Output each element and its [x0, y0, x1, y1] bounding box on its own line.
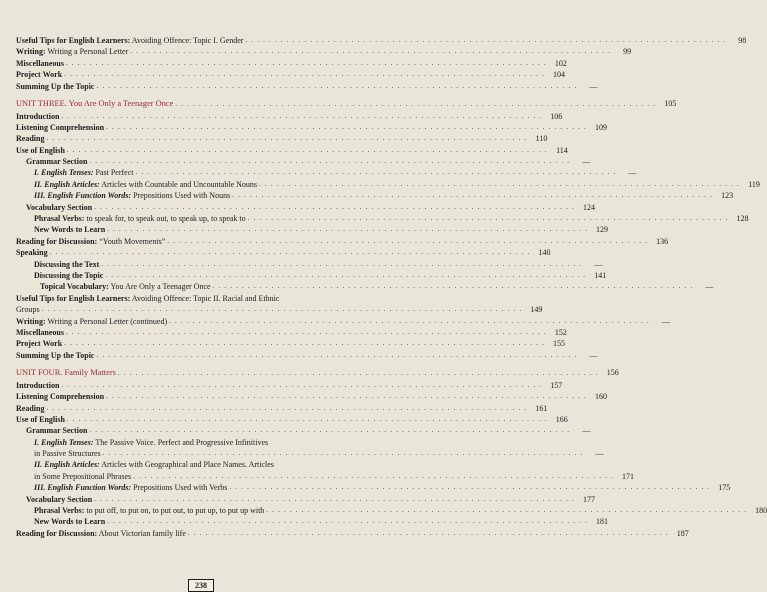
leader-dots: . . . . . . . . . . . . . . . . . . . . . . . . . . . . . . . . . . . . . . . . . . . . . . . . . . . . . . . . . . . . . . . . . . . . . . . . . . . . . . . . . .	[175, 99, 657, 108]
toc-entry-label	[34, 448, 101, 459]
toc-entry	[16, 259, 603, 270]
toc-entry-text: Miscellaneous	[16, 58, 64, 68]
leader-dots: . . . . . . . . . . . . . . . . . . . . . . . . . . . . . . . . . . . . . . . . . . . . . . . . . . . . . . . . . . . . . . . . . . . . . . . . . . . . . . . . . .	[169, 316, 650, 325]
leader-dots: . . . . . . . . . . . . . . . . . . . . . . . . . . . . . . . . . . . . . . . . . . . . . . . . . . . . . . . . . . . . . . . . . . . . . . . . . . . . . . . . . .	[46, 134, 528, 143]
toc-entry-label	[34, 516, 105, 527]
toc-entry-label	[34, 213, 246, 224]
toc-entry	[16, 293, 398, 304]
toc-entry-text: Groups	[16, 305, 40, 315]
toc-page-number: 180	[755, 506, 767, 516]
toc-entry	[16, 403, 548, 414]
leader-dots: . . . . . . . . . . . . . . . . . . . . . . . . . . . . . . . . . . . . . . . . . . . . . . . . . . . . . . . . . . . . . . . . . . . . . . . . . . . . . . . . . .	[135, 168, 617, 177]
toc-entry-text: Use of English	[16, 145, 65, 155]
toc-entry-label	[16, 403, 44, 414]
toc-entry-text: Useful Tips for English Learners:	[16, 293, 131, 303]
toc-entry	[16, 168, 637, 179]
leader-dots: . . . . . . . . . . . . . . . . . . . . . . . . . . . . . . . . . . . . . . . . . . . . . . . . . . . . . . . . . . . . . . . . . . . . . . . . . . . . . . . . . .	[107, 225, 589, 234]
toc-entry-text: II. English Articles:	[34, 460, 100, 470]
leader-dots: . . . . . . . . . . . . . . . . . . . . . . . . . . . . . . . . . . . . . . . . . . . . . . . . . . . . . . . . . . . . . . . . . . . . . . . . . . . . . . . . . .	[101, 259, 583, 268]
toc-entry-text: Phrasal Verbs:	[34, 214, 85, 224]
toc-entry	[16, 505, 767, 516]
toc-entry	[16, 145, 568, 156]
toc-entry-text: in Some Prepositional Phrases	[34, 471, 132, 481]
toc-page-number: 105	[664, 98, 677, 108]
toc-page-number: 106	[550, 111, 563, 121]
toc-entry-text: The Passive Voice. Perfect and Progressive Infinitives	[93, 437, 269, 447]
toc-page-number: 161	[535, 403, 548, 413]
leader-dots: . . . . . . . . . . . . . . . . . . . . . . . . . . . . . . . . . . . . . . . . . . . . . . . . . . . . . . . . . . . . . . . . . . . . . . . . . . . . . . . . . .	[66, 145, 548, 154]
leader-dots: . . . . . . . . . . . . . . . . . . . . . . . . . . . . . . . . . . . . . . . . . . . . . . . . . . . . . . . . . . . . . . . . . . . . . . . . . . . . . . . . . .	[130, 47, 612, 56]
toc-entry-label	[16, 98, 173, 111]
toc-entry	[16, 81, 598, 92]
toc-page-number: 141	[594, 271, 607, 280]
toc-entry	[16, 437, 398, 448]
toc-entry-text: Writing:	[16, 47, 46, 57]
toc-entry-text: Avoiding Offence: Topic I. Gender	[130, 35, 244, 45]
toc-entry-text: Avoiding Offence: Topic II. Racial and Ethnic	[130, 293, 280, 303]
toc-entry-label	[16, 327, 64, 338]
page-number: 238	[188, 579, 214, 592]
toc-entry-label	[34, 190, 230, 201]
toc-entry-label	[34, 437, 268, 448]
toc-entry-text: Writing:	[16, 316, 46, 326]
toc-page-number: 149	[530, 305, 543, 315]
toc-page-number: 160	[594, 392, 607, 402]
leader-dots: . . . . . . . . . . . . . . . . . . . . . . . . . . . . . . . . . . . . . . . . . . . . . . . . . . . . . . . . . . . . . . . . . . . . . . . . . . . . . . . . . .	[107, 517, 589, 526]
toc-entry-label	[34, 224, 105, 235]
toc-entry-text: III. English Function Words:	[34, 191, 132, 201]
leader-dots: . . . . . . . . . . . . . . . . . . . . . . . . . . . . . . . . . . . . . . . . . . . . . . . . . . . . . . . . . . . . . . . . . . . . . . . . . . . . . . . . . .	[105, 271, 587, 279]
toc-entry	[16, 516, 609, 527]
toc-entry-label	[34, 179, 257, 190]
toc-entry-text: Useful Tips for English Learners:	[16, 35, 131, 45]
leader-dots: . . . . . . . . . . . . . . . . . . . . . . . . . . . . . . . . . . . . . . . . . . . . . . . . . . . . . . . . . . . . . . . . . . . . . . . . . . . . . . . . . .	[94, 494, 576, 503]
leader-dots: . . . . . . . . . . . . . . . . . . . . . . . . . . . . . . . . . . . . . . . . . . . . . . . . . . . . . . . . . . . . . . . . . . . . . . . . . . . . . . . . . .	[41, 305, 523, 314]
toc-page-number: —	[582, 426, 591, 436]
toc-page-number: 157	[550, 380, 563, 390]
toc-entry-text: Reading	[16, 403, 45, 413]
leader-dots: . . . . . . . . . . . . . . . . . . . . . . . . . . . . . . . . . . . . . . . . . . . . . . . . . . . . . . . . . . . . . . . . . . . . . . . . . . . . . . . . . .	[89, 426, 571, 435]
toc-entry	[16, 528, 689, 539]
toc-entry-text: UNIT THREE. You Are Only a Teenager Once	[16, 98, 174, 108]
toc-entry-text: “Youth Movements”	[97, 236, 166, 246]
toc-entry-label	[16, 367, 116, 380]
toc-page-number: 123	[721, 191, 734, 201]
toc-page-number: 104	[553, 70, 565, 80]
toc-entry-text: You Are Only a Teenager Once	[108, 282, 211, 292]
toc-entry-text: Grammar Section	[26, 426, 88, 436]
toc-entry	[16, 338, 565, 349]
toc-entry-label	[16, 528, 186, 539]
toc-entry	[16, 304, 543, 315]
toc-entry-text: Reading	[16, 134, 45, 144]
toc-page-number: 156	[606, 368, 619, 378]
leader-dots: . . . . . . . . . . . . . . . . . . . . . . . . . . . . . . . . . . . . . . . . . . . . . . . . . . . . . . . . . . . . . . . . . . . . . . . . . . . . . . . . . .	[96, 350, 578, 359]
toc-entry	[16, 35, 747, 46]
toc-entry-label	[26, 425, 87, 436]
leader-dots: . . . . . . . . . . . . . . . . . . . . . . . . . . . . . . . . . . . . . . . . . . . . . . . . . . . . . . . . . . . . . . . . . . . . . . . . . . . . . . . . . .	[266, 506, 748, 515]
toc-entry-text: Vocabulary Section	[26, 202, 93, 212]
leader-dots: . . . . . . . . . . . . . . . . . . . . . . . . . . . . . . . . . . . . . . . . . . . . . . . . . . . . . . . . . . . . . . . . . . . . . . . . . . . . . . . . . .	[49, 248, 531, 257]
toc-entry-label	[16, 236, 165, 247]
toc-entry-label	[16, 35, 243, 46]
toc-page-number: 187	[676, 528, 689, 538]
toc-page-number: 99	[623, 47, 632, 57]
leader-dots: . . . . . . . . . . . . . . . . . . . . . . . . . . . . . . . . . . . . . . . . . . . . . . . . . . . . . . . . . . . . . . . . . . . . . . . . . . . . . . . . . .	[66, 414, 548, 423]
toc-entry-label	[16, 338, 62, 349]
toc-entry-label	[34, 471, 131, 482]
toc-entry-text: Grammar Section	[26, 157, 88, 167]
toc-entry-text: Listening Comprehension	[16, 122, 105, 132]
toc-entry-text: Summing Up the Topic	[16, 350, 95, 360]
toc-entry	[16, 69, 565, 80]
toc-entry	[16, 122, 607, 133]
toc-entry	[16, 46, 632, 57]
leader-dots: . . . . . . . . . . . . . . . . . . . . . . . . . . . . . . . . . . . . . . . . . . . . . . . . . . . . . . . . . . . . . . . . . . . . . . . . . . . . . . . . . .	[61, 111, 543, 120]
toc-entry-label	[16, 145, 65, 156]
unit-heading-row	[16, 367, 619, 380]
leader-dots: . . . . . . . . . . . . . . . . . . . . . . . . . . . . . . . . . . . . . . . . . . . . . . . . . . . . . . . . . . . . . . . . . . . . . . . . . . . . . . . . . .	[64, 339, 545, 348]
toc-entry-label	[16, 133, 44, 144]
toc-entry-label	[16, 414, 65, 425]
toc-entry	[16, 425, 591, 436]
toc-entry-text: III. English Function Words:	[34, 483, 132, 493]
toc-page-number: 98	[738, 35, 747, 45]
toc-page-number: 128	[736, 214, 749, 224]
toc-entry-label	[16, 247, 48, 258]
leader-dots: . . . . . . . . . . . . . . . . . . . . . . . . . . . . . . . . . . . . . . . . . . . . . . . . . . . . . . . . . . . . . . . . . . . . . . . . . . . . . . . . . .	[102, 449, 584, 458]
toc-page-number: —	[582, 157, 591, 167]
leader-dots: . . . . . . . . . . . . . . . . . . . . . . . . . . . . . . . . . . . . . . . . . . . . . . . . . . . . . . . . . . . . . . . . . . . . . . . . . . . . . . . . . .	[259, 179, 740, 188]
toc-entry-text: Speaking	[16, 248, 48, 258]
toc-entry	[16, 281, 714, 292]
toc-entry	[16, 236, 669, 247]
leader-dots: . . . . . . . . . . . . . . . . . . . . . . . . . . . . . . . . . . . . . . . . . . . . . . . . . . . . . . . . . . . . . . . . . . . . . . . . . . . . . . . . . .	[229, 483, 711, 492]
toc-entry	[16, 58, 567, 69]
toc-entry-text: Introduction	[16, 380, 60, 390]
toc-entry-label	[16, 58, 64, 69]
leader-dots: . . . . . . . . . . . . . . . . . . . . . . . . . . . . . . . . . . . . . . . . . . . . . . . . . . . . . . . . . . . . . . . . . . . . . . . . . . . . . . . . . .	[167, 236, 649, 245]
toc-entry-text: Reading for Discussion:	[16, 236, 98, 246]
toc-entry-text: Past Perfect	[93, 168, 134, 178]
toc-page-number: 175	[718, 483, 731, 493]
toc-page-number: 119	[748, 179, 760, 189]
toc-entry	[16, 270, 607, 281]
toc-entry-text: About Victorian family life	[97, 528, 186, 538]
toc-entry-label	[16, 81, 94, 92]
toc-entry-label	[16, 380, 59, 391]
toc-entry	[16, 247, 551, 258]
toc-entry-label	[26, 494, 92, 505]
leader-dots: . . . . . . . . . . . . . . . . . . . . . . . . . . . . . . . . . . . . . . . . . . . . . . . . . . . . . . . . . . . . . . . . . . . . . . . . . . . . . . . . . .	[117, 369, 599, 378]
toc-entry-label	[34, 259, 99, 270]
toc-page-number: 109	[594, 122, 607, 132]
leader-dots: . . . . . . . . . . . . . . . . . . . . . . . . . . . . . . . . . . . . . . . . . . . . . . . . . . . . . . . . . . . . . . . . . . . . . . . . . . . . . . . . . .	[66, 58, 547, 67]
toc-entry-text: Project Work	[16, 70, 63, 80]
toc-entry	[16, 391, 607, 402]
toc-entry-label	[26, 156, 87, 167]
toc-entry	[16, 202, 596, 213]
toc-entry-text: Miscellaneous	[16, 327, 64, 337]
toc-entry	[16, 350, 598, 361]
toc-page-number: —	[589, 81, 598, 91]
toc-entry-text: Phrasal Verbs:	[34, 506, 85, 516]
toc-page-number: 124	[583, 202, 596, 212]
toc-entry-text: II. English Articles:	[34, 179, 100, 189]
leader-dots: . . . . . . . . . . . . . . . . . . . . . . . . . . . . . . . . . . . . . . . . . . . . . . . . . . . . . . . . . . . . . . . . . . . . . . . . . . . . . . . . . .	[96, 81, 578, 90]
toc-page-number: 155	[553, 339, 565, 349]
toc-entry-text: Summing Up the Topic	[16, 81, 95, 91]
leader-dots: . . . . . . . . . . . . . . . . . . . . . . . . . . . . . . . . . . . . . . . . . . . . . . . . . . . . . . . . . . . . . . . . . . . . . . . . . . . . . . . . . .	[247, 214, 729, 223]
unit-heading-row	[16, 98, 677, 111]
leader-dots: . . . . . . . . . . . . . . . . . . . . . . . . . . . . . . . . . . . . . . . . . . . . . . . . . . . . . . . . . . . . . . . . . . . . . . . . . . . . . . . . . .	[106, 122, 587, 131]
leader-dots: . . . . . . . . . . . . . . . . . . . . . . . . . . . . . . . . . . . . . . . . . . . . . . . . . . . . . . . . . . . . . . . . . . . . . . . . . . . . . . . . . .	[64, 70, 545, 79]
toc-entry-label	[34, 482, 227, 493]
toc-entry-label	[16, 316, 167, 327]
toc-entry-text: Writing a Personal Letter (continued)	[45, 316, 168, 326]
toc-page-number: —	[662, 316, 670, 326]
toc-page-number: 110	[535, 134, 548, 144]
leader-dots: . . . . . . . . . . . . . . . . . . . . . . . . . . . . . . . . . . . . . . . . . . . . . . . . . . . . . . . . . . . . . . . . . . . . . . . . . . . . . . . . . .	[89, 157, 571, 166]
toc-page-number: 136	[656, 236, 669, 246]
leader-dots: . . . . . . . . . . . . . . . . . . . . . . . . . . . . . . . . . . . . . . . . . . . . . . . . . . . . . . . . . . . . . . . . . . . . . . . . . . . . . . . . . .	[94, 202, 576, 211]
toc-entry-label	[16, 111, 59, 122]
toc-page-number: 152	[554, 327, 567, 337]
toc-entry-label	[16, 391, 104, 402]
toc-page-number: 129	[596, 225, 609, 235]
toc-entry	[16, 316, 670, 327]
toc-entry-text: New Words to Learn	[34, 225, 106, 235]
toc-entry	[16, 494, 596, 505]
toc-page-number: —	[589, 350, 598, 360]
toc-entry	[16, 190, 734, 201]
toc-entry-text: Writing a Personal Letter	[45, 47, 129, 57]
toc-entry-text: I. English Tenses:	[34, 437, 94, 447]
toc-entry-text: Prepositions Used with Verbs	[131, 483, 228, 493]
toc-page-number: 177	[583, 494, 596, 504]
toc-entry	[16, 414, 568, 425]
toc-entry-text: Use of English	[16, 414, 65, 424]
toc-entry-label	[26, 202, 92, 213]
leader-dots: . . . . . . . . . . . . . . . . . . . . . . . . . . . . . . . . . . . . . . . . . . . . . . . . . . . . . . . . . . . . . . . . . . . . . . . . . . . . . . . . . .	[133, 471, 614, 480]
toc-page-number: 171	[621, 471, 634, 481]
toc-page-number: 166	[555, 414, 568, 424]
toc-entry	[16, 482, 731, 493]
toc-entry-label	[16, 122, 104, 133]
toc-entry-label	[16, 304, 40, 315]
toc-entry-text: Listening Comprehension	[16, 392, 105, 402]
toc-entry-label	[16, 69, 62, 80]
toc-entry	[16, 111, 563, 122]
toc-entry-label	[34, 459, 274, 470]
toc-entry	[16, 156, 591, 167]
leader-dots: . . . . . . . . . . . . . . . . . . . . . . . . . . . . . . . . . . . . . . . . . . . . . . . . . . . . . . . . . . . . . . . . . . . . . . . . . . . . . . . . . .	[106, 392, 587, 401]
toc-entry-text: Topical Vocabulary:	[40, 282, 109, 292]
toc-entry	[16, 327, 567, 338]
toc-entry-text: Discussing the Text	[34, 259, 100, 269]
toc-entry	[16, 179, 760, 190]
toc-entry	[16, 213, 749, 224]
toc-entry	[16, 224, 609, 235]
toc-entry-text: Discussing the Topic	[34, 271, 104, 280]
toc-page-number: 181	[596, 517, 609, 527]
leader-dots: . . . . . . . . . . . . . . . . . . . . . . . . . . . . . . . . . . . . . . . . . . . . . . . . . . . . . . . . . . . . . . . . . . . . . . . . . . . . . . . . . .	[245, 35, 727, 44]
toc-entry-text: in Passive Structures	[34, 449, 101, 459]
toc-entry-label	[16, 293, 279, 304]
toc-entry-text: Project Work	[16, 339, 63, 349]
toc-entry-text: I. English Tenses:	[34, 168, 94, 178]
toc-entry-text: Articles with Geographical and Place Names. Articles	[99, 460, 274, 470]
toc-entry-text: to put off, to put on, to put out, to put up, to put up with	[84, 506, 265, 516]
toc-entry	[16, 459, 398, 470]
leader-dots: . . . . . . . . . . . . . . . . . . . . . . . . . . . . . . . . . . . . . . . . . . . . . . . . . . . . . . . . . . . . . . . . . . . . . . . . . . . . . . . . . .	[46, 403, 528, 412]
toc-entry-label	[34, 505, 264, 516]
toc-entry	[16, 448, 604, 459]
leader-dots: . . . . . . . . . . . . . . . . . . . . . . . . . . . . . . . . . . . . . . . . . . . . . . . . . . . . . . . . . . . . . . . . . . . . . . . . . . . . . . . . . .	[232, 191, 714, 200]
toc-entry-label	[16, 350, 94, 361]
toc-page-number: —	[595, 449, 604, 459]
toc-entry-text: Reading for Discussion:	[16, 528, 98, 538]
toc-page-number: —	[594, 259, 603, 269]
toc-entry-text: Introduction	[16, 111, 60, 121]
toc-page-number: 102	[554, 58, 567, 68]
toc-page-number: 140	[538, 248, 551, 258]
toc-entry	[16, 133, 548, 144]
toc-entry-text: to speak for, to speak out, to speak up, to speak to	[84, 214, 246, 224]
toc-entry-label	[16, 46, 128, 57]
toc-entry-text: Prepositions Used with Nouns	[131, 191, 231, 201]
toc-entry-label	[34, 270, 103, 281]
leader-dots: . . . . . . . . . . . . . . . . . . . . . . . . . . . . . . . . . . . . . . . . . . . . . . . . . . . . . . . . . . . . . . . . . . . . . . . . . . . . . . . . . .	[66, 327, 547, 336]
leader-dots: . . . . . . . . . . . . . . . . . . . . . . . . . . . . . . . . . . . . . . . . . . . . . . . . . . . . . . . . . . . . . . . . . . . . . . . . . . . . . . . . . .	[212, 282, 694, 291]
toc-page-number: —	[705, 282, 714, 292]
leader-dots: . . . . . . . . . . . . . . . . . . . . . . . . . . . . . . . . . . . . . . . . . . . . . . . . . . . . . . . . . . . . . . . . . . . . . . . . . . . . . . . . . .	[61, 380, 543, 389]
toc-entry-label	[40, 281, 211, 292]
toc-entry-label	[34, 167, 134, 178]
toc-entry	[16, 471, 634, 482]
toc-entry-text: Vocabulary Section	[26, 494, 93, 504]
toc-entry	[16, 380, 563, 391]
toc-entry-text: Articles with Countable and Uncountable Nouns	[99, 179, 258, 189]
toc-entry-text: UNIT FOUR. Family Matters	[16, 368, 116, 378]
leader-dots: . . . . . . . . . . . . . . . . . . . . . . . . . . . . . . . . . . . . . . . . . . . . . . . . . . . . . . . . . . . . . . . . . . . . . . . . . . . . . . . . . .	[187, 528, 669, 537]
toc-page-number: 114	[556, 145, 568, 155]
table-of-contents	[16, 35, 767, 539]
toc-page-number: —	[628, 168, 637, 178]
toc-entry-text: New Words to Learn	[34, 517, 106, 527]
